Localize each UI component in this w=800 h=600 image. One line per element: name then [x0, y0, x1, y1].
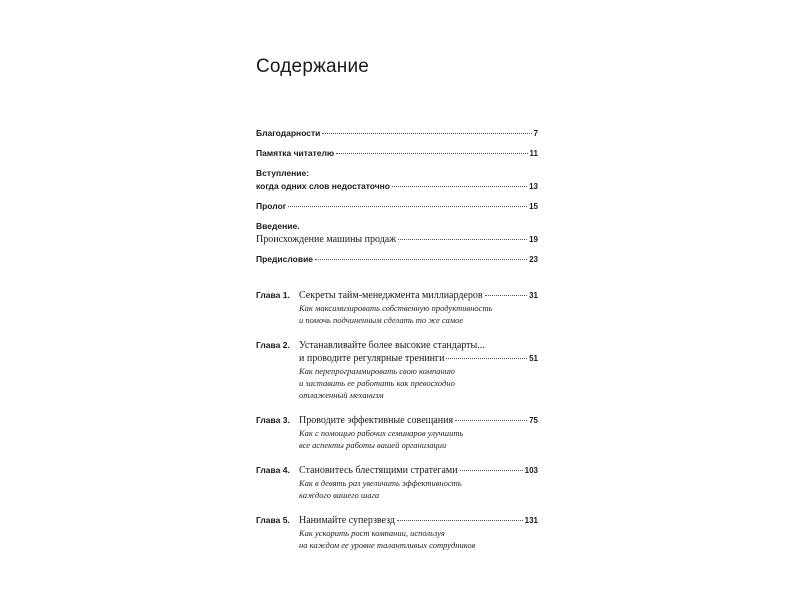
chapter-subtitle: отлаженный механизм: [299, 390, 384, 400]
chapter-spacer: [256, 401, 538, 414]
chapter-spacer: [256, 451, 538, 464]
toc-entry-heading: Введение.: [256, 221, 300, 231]
chapter-subtitle: каждого вашего шага: [299, 490, 380, 500]
dot-leader: [288, 206, 527, 207]
toc-entry-row: [256, 233, 538, 246]
chapter-title: Проводите эффективные совещания: [299, 415, 454, 426]
chapter-entry[interactable]: [256, 464, 538, 501]
chapter-title: и проводите регулярные тренинги: [299, 353, 445, 364]
dot-leader: [392, 186, 527, 187]
toc-entry[interactable]: [256, 127, 538, 140]
dot-leader: [322, 133, 531, 134]
entry-spacer: [256, 213, 538, 220]
entry-spacer: [256, 140, 538, 147]
page-number: 7: [533, 129, 538, 138]
dot-leader: [397, 520, 523, 521]
toc-entry[interactable]: [256, 147, 538, 160]
chapter-entry[interactable]: [256, 414, 538, 451]
chapter-body: [299, 514, 538, 551]
table-of-contents: [256, 127, 538, 551]
page-number: 13: [529, 182, 538, 191]
chapter-subtitle: и помочь подчиненным сделать то же самое: [299, 315, 464, 325]
toc-entry-title: Предисловие: [256, 254, 314, 264]
chapter-subtitle: на каждом ее уровне талантливых сотрудников: [299, 540, 476, 550]
chapter-subtitle: Как ускорить рост компании, используя: [299, 528, 445, 538]
chapter-label: Глава 3.: [256, 415, 290, 425]
chapter-body: [299, 464, 538, 501]
chapter-title-row: [299, 289, 538, 302]
dot-leader: [398, 239, 527, 240]
page-number: 11: [529, 149, 538, 158]
page-number: 23: [529, 255, 538, 264]
chapter-title-row: [299, 464, 538, 477]
chapter-subtitle: все аспекты работы вашей организации: [299, 440, 447, 450]
chapter-subtitle: Как максимизировать собственную продуктивность: [299, 303, 493, 313]
toc-entry-row: [256, 200, 538, 213]
chapter-title-row: [299, 414, 538, 427]
toc-entry-title: Благодарности: [256, 128, 321, 138]
dot-leader: [336, 153, 527, 154]
toc-entry-title: Пролог: [256, 201, 287, 211]
toc-entry[interactable]: [256, 220, 538, 246]
chapter-entry[interactable]: [256, 339, 538, 401]
page-number: 103: [524, 466, 538, 475]
dot-leader: [446, 358, 527, 359]
chapter-title-row: [299, 352, 538, 365]
toc-entry-title: Памятка читателю: [256, 148, 335, 158]
chapter-body: [299, 339, 538, 401]
chapter-body: [299, 289, 538, 326]
entry-spacer: [256, 193, 538, 200]
section-spacer: [256, 266, 538, 289]
chapter-title: Секреты тайм-менеджмента миллиардеров: [299, 290, 483, 301]
toc-entry[interactable]: [256, 167, 538, 193]
toc-entry-title: Происхождение машины продаж: [256, 234, 397, 245]
page-number: 131: [524, 516, 538, 525]
chapter-subtitle: Как с помощью рабочих семинаров улучшить: [299, 428, 464, 438]
dot-leader: [485, 295, 528, 296]
toc-entry[interactable]: [256, 253, 538, 266]
dot-leader: [460, 470, 523, 471]
toc-entry-row: [256, 180, 538, 193]
chapter-label: Глава 2.: [256, 340, 290, 350]
page-title: Содержание: [256, 56, 370, 77]
dot-leader: [315, 259, 527, 260]
chapter-entry[interactable]: [256, 289, 538, 326]
chapter-subtitle: Как в девять раз увеличить эффективность: [299, 478, 462, 488]
chapter-title-row: [299, 514, 538, 527]
chapter-subtitle: и заставить ее работать как превосходно: [299, 378, 455, 388]
page-number: 75: [529, 416, 538, 425]
chapter-entry[interactable]: [256, 514, 538, 551]
toc-entry-title: Вступление:: [256, 168, 310, 178]
page-number: 51: [529, 354, 538, 363]
chapter-title: Становитесь блестящими стратегами: [299, 465, 458, 476]
front-matter-section: [256, 127, 538, 266]
dot-leader: [455, 420, 527, 421]
entry-spacer: [256, 246, 538, 253]
chapter-label: Глава 4.: [256, 465, 290, 475]
chapter-subtitle: Как перепрограммировать свою компанию: [299, 366, 455, 376]
toc-entry-row: [256, 147, 538, 160]
chapter-spacer: [256, 501, 538, 514]
toc-entry-row: [256, 127, 538, 140]
toc-entry-title: когда одних слов недостаточно: [256, 181, 390, 191]
chapter-body: [299, 414, 538, 451]
page-number: 19: [529, 235, 538, 244]
entry-spacer: [256, 160, 538, 167]
chapter-title: Устанавливайте более высокие стандарты...: [299, 340, 485, 351]
chapter-title: Нанимайте суперзвезд: [299, 515, 395, 526]
chapter-spacer: [256, 326, 538, 339]
page-number: 15: [529, 202, 538, 211]
chapter-label: Глава 1.: [256, 290, 290, 300]
toc-entry-row: [256, 253, 538, 266]
page-number: 31: [529, 291, 538, 300]
chapter-label: Глава 5.: [256, 515, 290, 525]
toc-entry[interactable]: [256, 200, 538, 213]
chapters-section: [256, 289, 538, 551]
